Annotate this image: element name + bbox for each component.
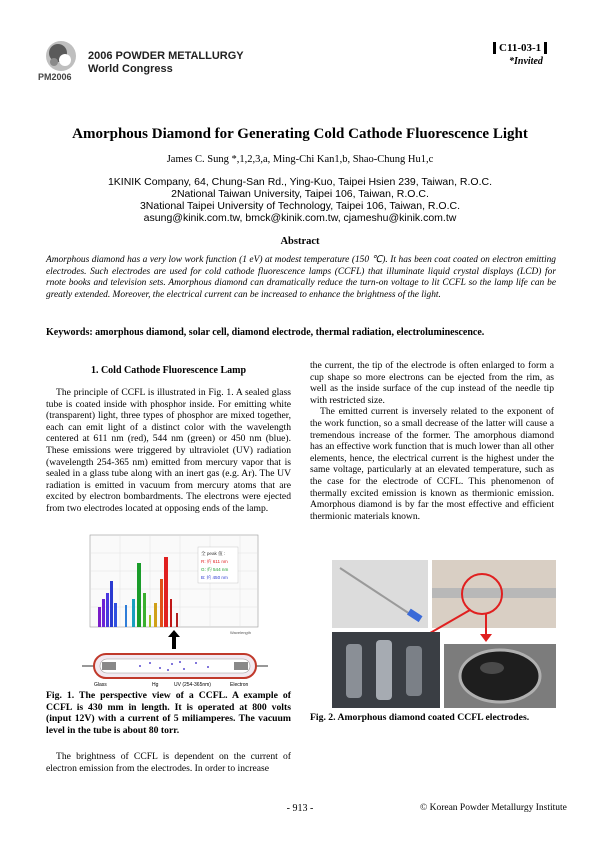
keywords-label: Keywords: [46, 327, 90, 338]
abstract-text: Amorphous diamond has a very low work function (1 eV) at modest temperature (150 ℃). It has been coat coated on electron emitting electrodes. Such electrodes are used for cold cathode fluorescence lamps (CCFL) that illuminate liquid crystal displays (LCD) for rnote books and television sets. Amorphous diamond can dramatically reduce the turn-on voltage to lit CCFL so the lamp life can be greatly extended. Moreover, the electrical current can be increased to enhance the brightness of the light.: [46, 255, 556, 301]
paragraph: The emitted current is inversely related to the exponent of the work function, so a small decrease of the latter will cause a tremendous increase of the former. The amorphous diamond has an effective work function that is much lower than all other elements, hence, the electrical current is the highest under the same voltage, particularly at an elevated temperature, such as the case for the electrode of CCFL. This phenomenon of thermally excited emission is known as thermionic emission. Amorphous diamond is by far the most effective and efficient thermionic materials known.: [310, 406, 554, 522]
column-1-text: [46, 387, 291, 515]
author-emails: asung@kinik.com.tw, bmck@kinik.com.tw, cjameshu@kinik.com.tw: [143, 212, 457, 224]
label-glass: Glass: [94, 682, 107, 688]
label-electron: Electron: [230, 682, 249, 688]
affiliation-2: 2National Taiwan University, Taipei 106, Taiwan, R.O.C.: [171, 188, 429, 200]
invited-label: *Invited: [509, 56, 543, 67]
keywords-list: : amorphous diamond, solar cell, diamond electrode, thermal radiation, electroluminescence.: [89, 327, 485, 338]
figure-1-caption: Fig. 1. The perspective view of a CCFL. A example of CCFL is 430 mm in length. It is operated at 800 volts (input 12V) with a current of 5 miliamperes. The vacuum level in the tube is about 80 torr.: [46, 690, 291, 736]
copyright: © Korean Powder Metallurgy Institute: [420, 803, 567, 813]
figure-2-caption: Fig. 2. Amorphous diamond coated CCFL electrodes.: [310, 712, 530, 723]
affiliation-1: 1KINIK Company, 64, Chung-San Rd., Ying-Kuo, Taipei Hsien 239, Taiwan, R.O.C.: [107, 176, 493, 188]
ccfl-tube-diagram: [82, 654, 268, 678]
paper-code: C11-03-1: [493, 42, 547, 54]
legend-blue: B: 約 450 nm: [201, 575, 228, 580]
column-1-text-continued: [46, 751, 291, 774]
conference-name: 2006 POWDER METALLURGY World Congress: [88, 50, 244, 75]
affiliations: [0, 176, 600, 224]
paper-title: Amorphous Diamond for Generating Cold Cathode Fluorescence Light: [72, 126, 528, 142]
affiliation-3: 3National Taipei University of Technology, Taipei 106, Taiwan, R.O.C.: [139, 200, 461, 212]
paragraph: The brightness of CCFL is dependent on the current of electron emission from the electrodes. In order to increase: [46, 751, 291, 774]
legend-green: G: 約 544 nm: [201, 567, 229, 572]
legend-red: R: 約 611 nm: [201, 559, 228, 564]
label-uv: UV (254-365nm): [174, 682, 211, 688]
keywords: [46, 327, 556, 339]
figure-1-ccfl-spectrum: [80, 533, 270, 688]
arrow-up-icon: [168, 630, 180, 649]
paragraph: The principle of CCFL is illustrated in Fig. 1. A sealed glass tube is coated inside with phosphor inside. For emitting white (transparent) light, three types of phosphor are mixed together, each can emit light of a distinct color with the wavelength centered at 611 nm (red), 544 nm (green) or 450 nm (blue). These emissions were triggered by ultraviolet (UV) radiation (wavelength 254-365 nm) emitted from mercury vapor that is sealed in a glass tube along with an inert gas (e.g. Ar). The UV radiation is emitted in vacuum from mercury atoms that are excited by electron bombardments. The electrons were ejected from two electrodes located at opposing ends of the lamp.: [46, 387, 291, 514]
abstract-heading: Abstract: [280, 236, 320, 247]
label-hg: Hg: [152, 682, 159, 688]
figure-2-electrode-photos: [332, 560, 556, 708]
paragraph: the current, the tip of the electrode is often enlarged to form a cup shape so more electrons can be ejected from the rim, as well as the inside surface of the cup instead of the needle tip with restricted size.: [310, 360, 554, 406]
section-heading: 1. Cold Cathode Fluorescence Lamp: [90, 365, 247, 376]
logo-text: PM2006: [38, 72, 72, 82]
legend-title: 全 peak 值 :: [201, 551, 226, 556]
authors: James C. Sung *,1,2,3,a, Ming-Chi Kan1,b, Shao-Chung Hu1,c: [166, 154, 434, 165]
column-2-text: [310, 360, 554, 522]
page-number: - 913 -: [286, 803, 314, 814]
x-axis-label: Wavelength: [230, 630, 251, 635]
